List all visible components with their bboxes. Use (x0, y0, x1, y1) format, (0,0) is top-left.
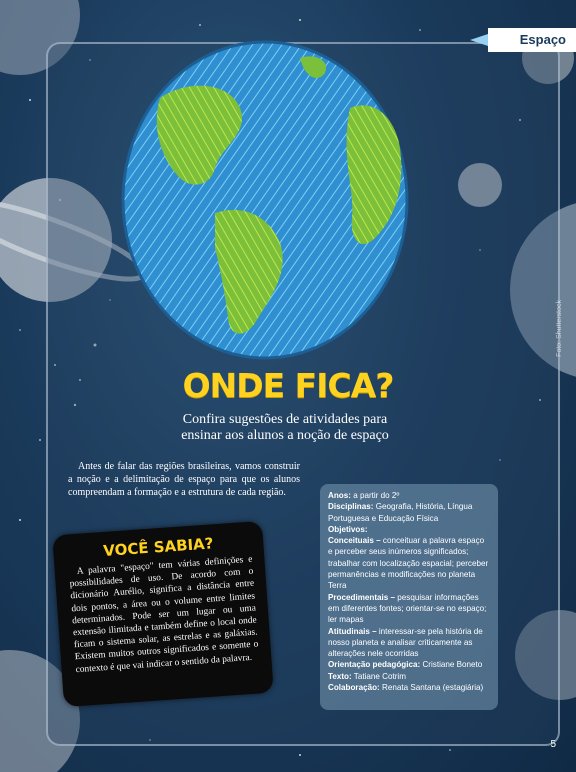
page-title: ONDE FICA? (182, 366, 394, 405)
info-anos: Anos: a partir do 2º (328, 491, 400, 500)
info-objetivos: Objetivos: (328, 524, 368, 534)
did-you-know-text: A palavra "espaço" tem várias definições e possibilidades de uso. De acordo com o dicionário Aurélio, significa a distância entre dois pontos, a área ou o volume entre limites determinados. Pode ser um lugar ou uma extensão ilimitada e também define o local onde ficam o sistema solar, as estrelas e as galáxias. Existem muitos outros significados e somente o contexto é que vai indicar o sentido da palavra. (69, 554, 259, 675)
earth-globe-illustration (120, 38, 410, 360)
section-tab: Espaço (488, 28, 576, 52)
photo-credit: Foto: Shutterstock (556, 300, 563, 357)
info-texto: Texto: Tatiane Cotrim (328, 671, 406, 681)
info-orientacao: Orientação pedagógica: Cristiane Boneto (328, 660, 483, 670)
info-colaboracao: Colaboração: Renata Santana (estagiária) (328, 683, 484, 693)
info-conceituais: Conceituais – conceituar a palavra espaço e perceber seus inúmeros significados; trabalhar com localização espacial; perceber permanências e modificações no planeta Terra (328, 536, 489, 591)
info-disciplinas: Disciplinas: Geografia, História, Língua Portuguesa e Educação Física (328, 502, 473, 523)
info-procedimentais: Procedimentais – pesquisar informações em diferentes fontes; orientar-se no espaço; ler mapas (328, 592, 487, 625)
intro-paragraph: Antes de falar das regiões brasileiras, vamos construir a noção e a delimitação de espaço para que os alunos compreendam a formação e a estrutura de cada região. (68, 461, 300, 498)
page-number: 5 (550, 739, 556, 750)
did-you-know-box (52, 521, 273, 707)
info-atitudinais: Atitudinais – interessar-se pela história de nosso planeta e analisar criticamente as alterações nele ocorridas (328, 626, 483, 659)
did-you-know-title: VOCÊ SABIA? (102, 534, 214, 560)
lesson-info-box (320, 484, 498, 710)
page-subtitle: Confira sugestões de atividades para ensinar aos alunos a noção de espaço (181, 412, 389, 443)
